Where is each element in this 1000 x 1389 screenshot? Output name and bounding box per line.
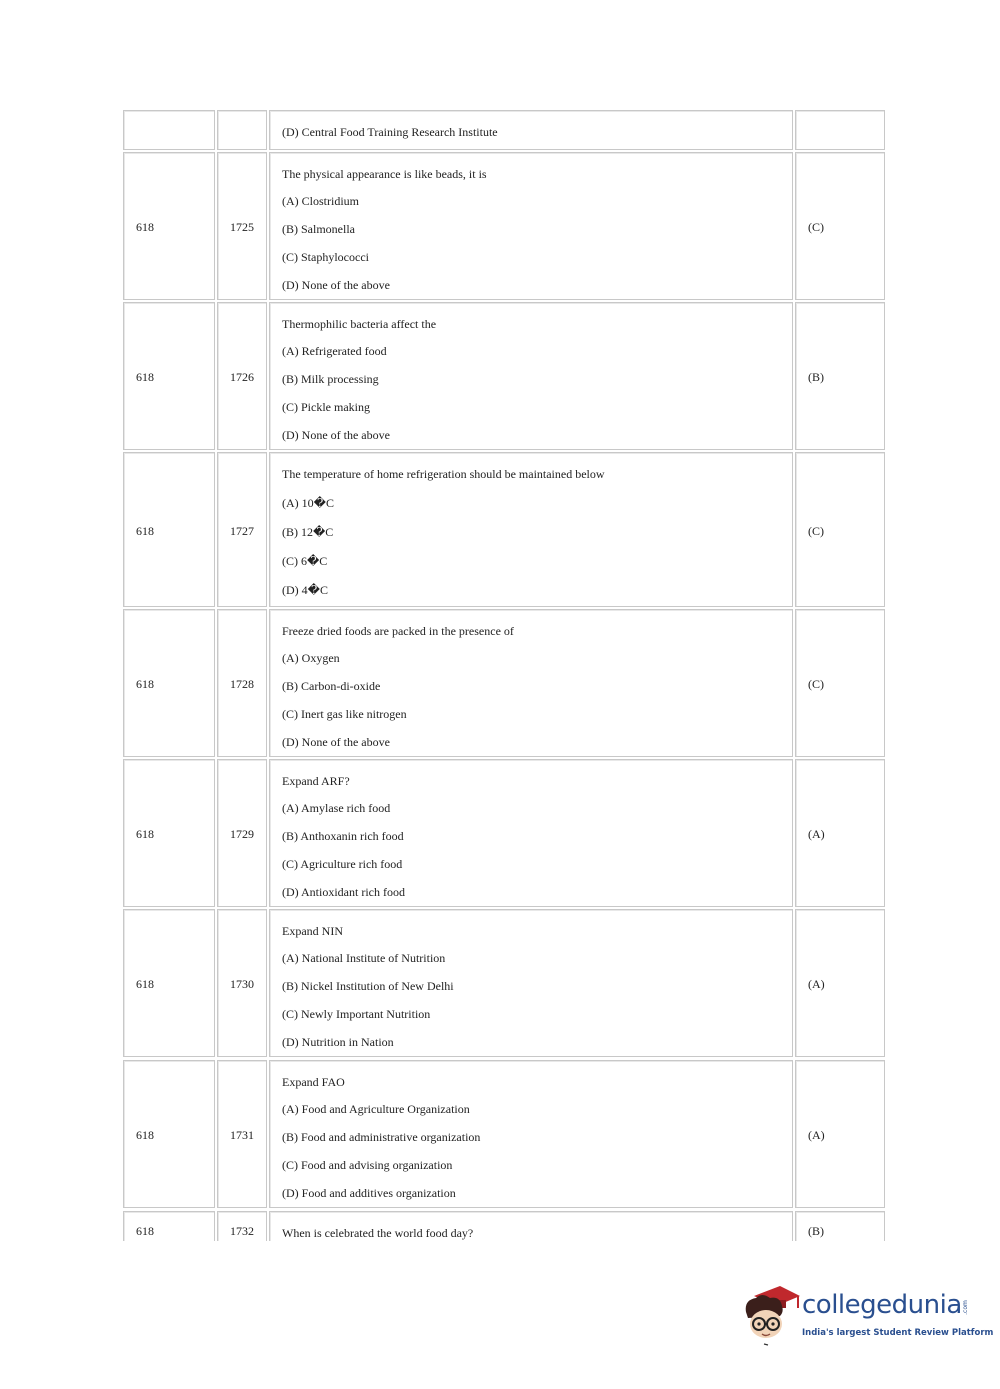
question-cell [269, 302, 793, 450]
paper-code-cell [123, 110, 215, 150]
table-row [121, 1060, 886, 1208]
table-row [121, 152, 886, 300]
question-number: 1732 [230, 1224, 254, 1238]
paper-code-cell [123, 1211, 215, 1241]
question-cell [269, 1211, 793, 1241]
option-text: (B) Salmonella [282, 222, 355, 236]
option-text: (B) 12�C [282, 525, 334, 539]
option-text: (C) Staphylococci [282, 250, 369, 264]
option-text: (A) Food and Agriculture Organization [282, 1102, 470, 1116]
paper-code: 618 [136, 524, 154, 538]
question-number-cell [217, 152, 267, 300]
question-cell [269, 110, 793, 150]
question-number: 1725 [230, 220, 254, 234]
option-text: (A) Amylase rich food [282, 801, 391, 815]
question-number: 1726 [230, 370, 254, 384]
paper-code-cell [123, 452, 215, 607]
answer-key: (C) [808, 524, 824, 538]
question-text: When is celebrated the world food day? [282, 1226, 474, 1240]
answer-key: (A) [808, 827, 825, 841]
answer-cell [795, 110, 885, 150]
answer-cell [795, 452, 885, 607]
question-number-cell [217, 1211, 267, 1241]
paper-code-cell [123, 152, 215, 300]
question-text: The physical appearance is like beads, it is [282, 167, 487, 181]
question-table [121, 110, 886, 1241]
question-cell [269, 609, 793, 757]
answer-cell [795, 1211, 885, 1241]
table-row [121, 110, 886, 150]
table-row [121, 452, 886, 607]
option-text: (B) Carbon-di-oxide [282, 679, 381, 693]
question-text: The temperature of home refrigeration should be maintained below [282, 467, 605, 481]
paper-code: 618 [136, 677, 154, 691]
question-text: Thermophilic bacteria affect the [282, 317, 437, 331]
answer-key: (A) [808, 977, 825, 991]
option-text: (D) Nutrition in Nation [282, 1035, 394, 1049]
option-text: (C) Inert gas like nitrogen [282, 707, 407, 721]
question-number-cell [217, 909, 267, 1057]
option-text: (A) Clostridium [282, 194, 359, 208]
question-text: Expand NIN [282, 924, 343, 938]
paper-code: 618 [136, 220, 154, 234]
answer-key: (B) [808, 370, 824, 384]
question-cell [269, 909, 793, 1057]
question-number: 1727 [230, 524, 254, 538]
option-text: (D) None of the above [282, 278, 390, 292]
answer-cell [795, 302, 885, 450]
question-number: 1729 [230, 827, 254, 841]
question-number-cell [217, 110, 267, 150]
question-number-cell [217, 1060, 267, 1208]
question-cell [269, 1060, 793, 1208]
answer-key: (C) [808, 677, 824, 691]
option-text: (D) None of the above [282, 735, 390, 749]
paper-code: 618 [136, 827, 154, 841]
question-number-cell [217, 302, 267, 450]
answer-key: (A) [808, 1128, 825, 1142]
answer-cell [795, 1060, 885, 1208]
question-number: 1731 [230, 1128, 254, 1142]
option-text: (D) None of the above [282, 428, 390, 442]
question-number-cell [217, 452, 267, 607]
option-text: (A) Refrigerated food [282, 344, 387, 358]
paper-code-cell [123, 909, 215, 1057]
answer-cell [795, 152, 885, 300]
question-number-cell [217, 759, 267, 907]
option-text: (B) Anthoxanin rich food [282, 829, 404, 843]
paper-code-cell [123, 759, 215, 907]
option-text: (C) Pickle making [282, 400, 370, 414]
table-row [121, 609, 886, 757]
question-text: Expand ARF? [282, 774, 350, 788]
table-row [121, 1211, 886, 1241]
option-text: (B) Food and administrative organization [282, 1130, 481, 1144]
collegedunia-logo [740, 1282, 994, 1352]
option-text: (D) Antioxidant rich food [282, 885, 405, 899]
answer-cell [795, 909, 885, 1057]
paper-code: 618 [136, 370, 154, 384]
question-cell [269, 452, 793, 607]
option-text: (C) Agriculture rich food [282, 857, 403, 871]
mascot-icon [740, 1282, 802, 1346]
option-text: (D) Food and additives organization [282, 1186, 456, 1200]
answer-key: (B) [808, 1224, 824, 1238]
answer-cell [795, 609, 885, 757]
answer-cell [795, 759, 885, 907]
question-cell [269, 152, 793, 300]
option-text: (C) Newly Important Nutrition [282, 1007, 431, 1021]
paper-code: 618 [136, 1128, 154, 1142]
logo-suffix: .com [961, 1300, 969, 1315]
option-text: (C) Food and advising organization [282, 1158, 453, 1172]
option-text: (D) Central Food Training Research Institute [282, 125, 498, 139]
question-number: 1730 [230, 977, 254, 991]
question-text: Expand FAO [282, 1075, 345, 1089]
paper-code-cell [123, 302, 215, 450]
paper-code: 618 [136, 977, 154, 991]
question-number-cell [217, 609, 267, 757]
option-text: (A) Oxygen [282, 651, 340, 665]
paper-code-cell [123, 1060, 215, 1208]
logo-wordmark: collegedunia [802, 1290, 962, 1320]
option-text: (C) 6�C [282, 554, 328, 568]
logo-tagline: India's largest Student Review Platform [802, 1328, 994, 1338]
option-text: (A) National Institute of Nutrition [282, 951, 446, 965]
paper-code-cell [123, 609, 215, 757]
option-text: (D) 4�C [282, 583, 328, 597]
question-number: 1728 [230, 677, 254, 691]
question-text: Freeze dried foods are packed in the presence of [282, 624, 514, 638]
answer-key: (C) [808, 220, 824, 234]
question-cell [269, 759, 793, 907]
paper-code: 618 [136, 1224, 154, 1238]
table-row [121, 302, 886, 450]
option-text: (A) 10�C [282, 496, 334, 510]
option-text: (B) Milk processing [282, 372, 379, 386]
table-row [121, 759, 886, 907]
option-text: (B) Nickel Institution of New Delhi [282, 979, 454, 993]
table-row [121, 909, 886, 1057]
